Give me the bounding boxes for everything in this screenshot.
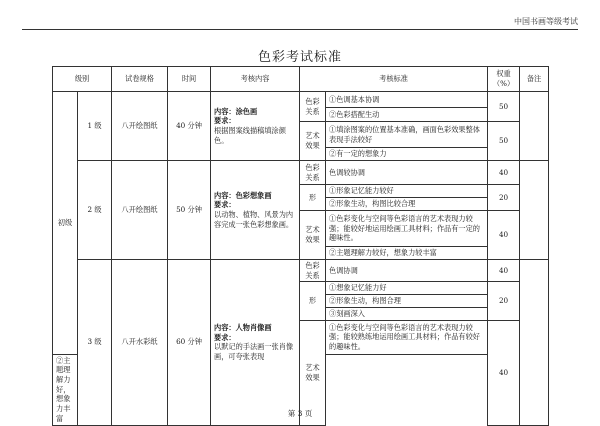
paper-cell: 八开绘图纸 [112, 92, 168, 161]
note-cell [520, 260, 549, 426]
dimension-cell: 色彩关系 [300, 161, 326, 185]
criterion-item: ③刻画深入 [326, 307, 488, 320]
level-cell: 初级 [53, 92, 78, 355]
dimension-cell: 色彩关系 [300, 92, 326, 122]
content-cell [211, 260, 300, 426]
weight-cell: 20 [488, 282, 520, 320]
col-header-weight: 权重（%） [488, 67, 520, 92]
content-req: 要求： [214, 116, 236, 126]
page-number: 第 3 页 [287, 409, 313, 418]
time-cell: 60 分钟 [168, 260, 211, 426]
content-cell [211, 161, 300, 260]
standards-table [52, 66, 549, 426]
criterion-item: ②色彩搭配生动 [326, 108, 488, 122]
paper-cell: 八开绘图纸 [112, 161, 168, 260]
criterion-item: 色调协调 [326, 260, 488, 282]
criterion-item: ②形象生动，构图合理 [326, 295, 488, 308]
time-cell: 50 分钟 [168, 161, 211, 260]
dimension-cell: 艺术效果 [300, 320, 326, 425]
table-row [53, 161, 549, 185]
table-row [53, 92, 549, 108]
col-header-time: 时间 [168, 67, 211, 92]
col-header-level: 级别 [53, 67, 112, 92]
weight-cell: 40 [488, 161, 520, 185]
col-header-standard: 考核标准 [300, 67, 488, 92]
weight-cell: 40 [488, 211, 520, 260]
criterion-item: ①色彩变化与空间等色彩语言的艺术表现力较强；能较熟练地运用绘画工具材料；作品有较好的趣味性。 [326, 320, 488, 354]
criterion-item: ①形象记忆能力较好 [326, 185, 488, 198]
content-desc: 以默记的手法画一张肖像画，可夸张表现 [214, 342, 294, 362]
content-req: 要求： [214, 200, 236, 210]
dimension-cell: 色彩关系 [300, 260, 326, 282]
grade-cell: 2 级 [78, 161, 112, 260]
grade-cell: 3 级 [78, 260, 112, 426]
col-header-note: 备注 [520, 67, 549, 92]
weight-cell: 20 [488, 185, 520, 211]
weight-cell: 40 [488, 320, 520, 425]
content-desc: 根据图案线描稿填涂颜色。 [214, 126, 286, 145]
content-title: 内容：涂色画 [214, 106, 258, 116]
header-org-name: 中国书画等级考试 [514, 17, 578, 26]
criterion-item: ②形象生动，构图比较合理 [326, 198, 488, 211]
table-header-row [53, 67, 549, 92]
content-title: 内容：人物肖像画 [214, 322, 272, 332]
dimension-cell: 形 [300, 282, 326, 320]
note-cell [520, 161, 549, 260]
note-cell [520, 92, 549, 161]
weight-cell: 40 [488, 260, 520, 282]
dimension-cell: 艺术效果 [300, 211, 326, 260]
content-req: 要求： [214, 332, 236, 342]
col-header-paper: 试卷规格 [112, 67, 168, 92]
criterion-item: ②有一定的想象力 [326, 148, 488, 161]
col-header-content: 考核内容 [211, 67, 300, 92]
criterion-item: ①色彩变化与空间等色彩语言的艺术表现力较强；能较好地运用绘画工具材料；作品有一定的趣味性。 [326, 211, 488, 247]
criterion-item: ②主题理解力较好，想象力较丰富 [326, 247, 488, 260]
dimension-cell: 艺术效果 [300, 122, 326, 161]
content-desc: 以动物、植物、风景为内容完成一张色彩想象画。 [214, 210, 294, 229]
criterion-item: ①想象记忆能力好 [326, 282, 488, 295]
time-cell: 40 分钟 [168, 92, 211, 161]
content-cell [211, 92, 300, 161]
dimension-cell: 形 [300, 185, 326, 211]
criterion-item: ②主题理解力好，想象力丰富 [53, 354, 78, 425]
weight-cell: 50 [488, 122, 520, 161]
grade-cell: 1 级 [78, 92, 112, 161]
page-title: 色彩考试标准 [257, 50, 342, 65]
table-row [53, 260, 549, 282]
paper-cell: 八开水彩纸 [112, 260, 168, 426]
criterion-item: 色调较协调 [326, 161, 488, 185]
weight-cell: 50 [488, 92, 520, 122]
criterion-item: ①色调基本协调 [326, 92, 488, 108]
criterion-item: ①填涂图案的位置基本准确，画面色彩效果整体表现手法较好 [326, 122, 488, 148]
content-title: 内容：色彩想象画 [214, 190, 272, 200]
header-rule [22, 29, 578, 30]
